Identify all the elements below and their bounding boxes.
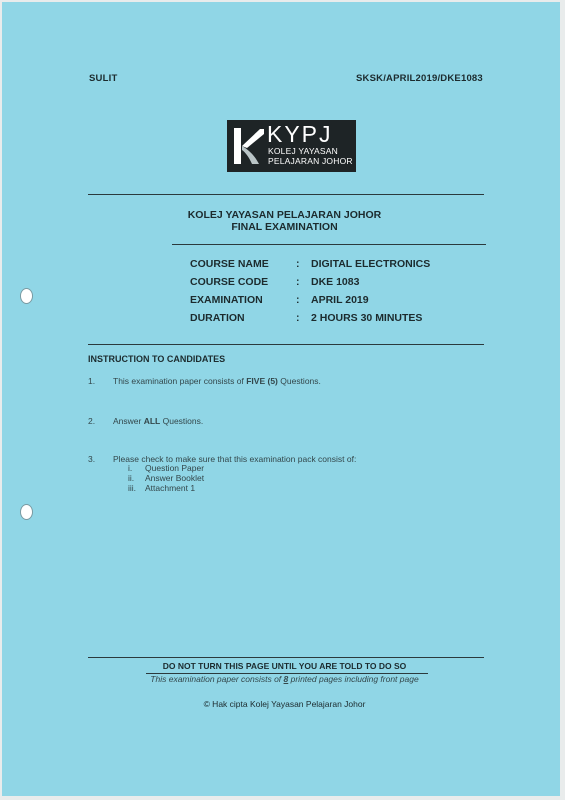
page-count-number: 8 xyxy=(283,674,289,684)
detail-separator: : xyxy=(296,294,300,306)
pack-item-answer-booklet: Answer Booklet xyxy=(145,473,205,483)
kypj-logo-mark-icon xyxy=(233,126,265,166)
detail-value-duration: 2 HOURS 30 MINUTES xyxy=(311,312,423,324)
instruction-emphasis: ALL xyxy=(143,416,161,426)
instruction-number: 1. xyxy=(88,376,96,386)
divider-details-bottom xyxy=(88,344,484,345)
instruction-number: 3. xyxy=(88,454,96,464)
kypj-logo xyxy=(227,120,356,172)
classification-label: SULIT xyxy=(89,73,118,84)
detail-value-examination: APRIL 2019 xyxy=(311,294,369,306)
page-count-text: printed pages including front page xyxy=(288,674,419,684)
detail-separator: : xyxy=(296,276,300,288)
instruction-text: Questions. xyxy=(277,376,321,386)
instructions-heading: INSTRUCTION TO CANDIDATES xyxy=(88,354,226,364)
detail-label-course-code: COURSE CODE xyxy=(190,276,269,288)
instruction-text: This examination paper consists of xyxy=(113,376,247,386)
detail-label-duration: DURATION xyxy=(190,312,245,324)
detail-label-examination: EXAMINATION xyxy=(190,294,263,306)
pack-item-attachment: Attachment 1 xyxy=(145,483,196,493)
instruction-text: Answer xyxy=(113,416,144,426)
exam-cover-page xyxy=(2,2,560,796)
detail-separator: : xyxy=(296,258,300,270)
pack-item-number: ii. xyxy=(128,473,135,483)
divider-top xyxy=(88,194,484,195)
instruction-item-2 xyxy=(113,416,203,426)
detail-separator: : xyxy=(296,312,300,324)
divider-details-top xyxy=(172,244,486,245)
detail-value-course-name: DIGITAL ELECTRONICS xyxy=(311,258,431,270)
instruction-emphasis: FIVE (5) xyxy=(246,376,278,386)
page-count-text: This examination paper consists of xyxy=(150,674,284,684)
do-not-turn-warning: DO NOT TURN THIS PAGE UNTIL YOU ARE TOLD TO DO SO xyxy=(162,661,407,671)
divider-footer-top xyxy=(88,657,484,658)
punch-hole-bottom xyxy=(20,504,33,520)
logo-abbreviation: KYPJ xyxy=(267,121,333,147)
instruction-number: 2. xyxy=(88,416,96,426)
paper-reference-code: SKSK/APRIL2019/DKE1083 xyxy=(356,73,483,84)
pack-item-number: i. xyxy=(128,463,133,473)
detail-value-course-code: DKE 1083 xyxy=(311,276,360,288)
instruction-item-1 xyxy=(113,376,321,386)
instruction-item-3: Please check to make sure that this examination pack consist of: xyxy=(113,454,357,464)
institution-name: KOLEJ YAYASAN PELAJARAN JOHOR xyxy=(187,209,382,221)
exam-title: FINAL EXAMINATION xyxy=(231,221,338,233)
copyright-notice: © Hak cipta Kolej Yayasan Pelajaran Johor xyxy=(203,699,366,709)
pack-item-number: iii. xyxy=(128,483,137,493)
pack-item-question-paper: Question Paper xyxy=(145,463,205,473)
page-count-note xyxy=(2,674,565,684)
instruction-text: Questions. xyxy=(160,416,204,426)
logo-line-1: KOLEJ YAYASAN xyxy=(268,146,338,156)
logo-line-2: PELAJARAN JOHOR xyxy=(268,156,353,166)
detail-label-course-name: COURSE NAME xyxy=(190,258,269,270)
punch-hole-top xyxy=(20,288,33,304)
